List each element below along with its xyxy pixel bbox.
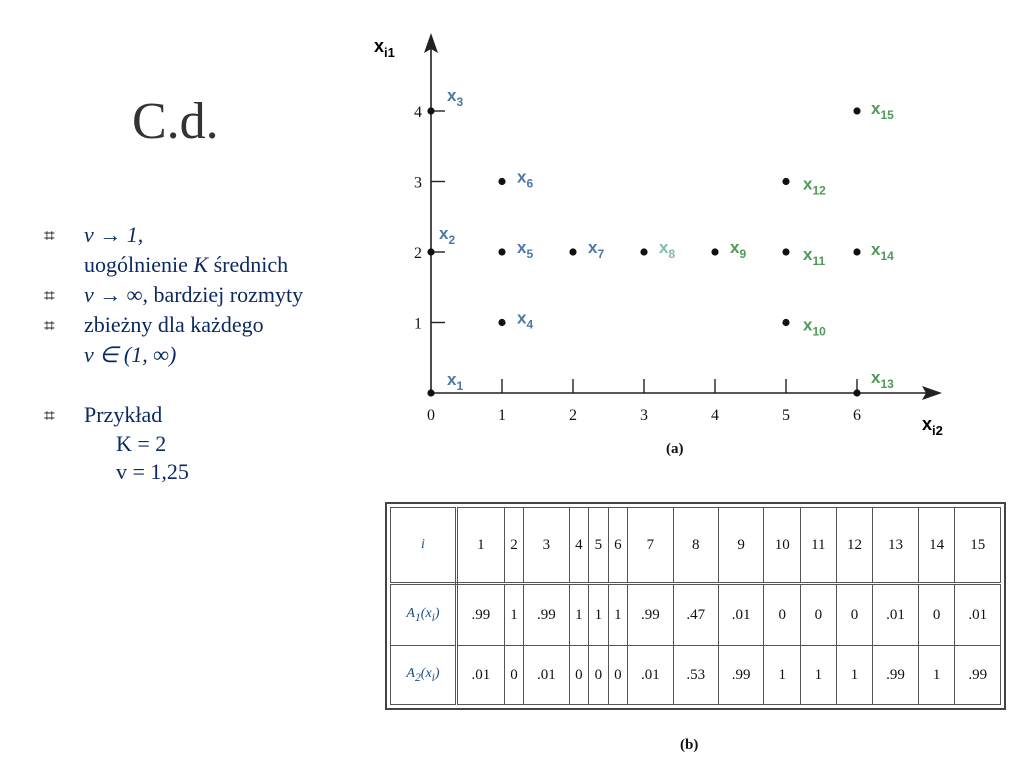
point-label: $x_{12}$ [803,174,826,198]
table-cell: 1 [504,584,524,646]
table-column-header: 5 [589,508,609,584]
data-point [853,389,860,396]
table-cell: .47 [673,584,718,646]
table-cell: .99 [524,584,569,646]
table-cell: .01 [955,584,1001,646]
bullet-marker-icon: ⌗ [44,315,55,337]
table-cell: .99 [718,646,763,705]
table-row [391,646,1001,705]
bullet-marker-icon: ⌗ [44,225,55,247]
bullet-text-var: K [193,252,209,277]
x-tick-label: 0 [427,407,435,424]
table-cell: 0 [608,646,628,705]
data-point [782,178,789,185]
x-axis-title: $x_{i2}$ [922,414,943,438]
table-cell: 0 [836,584,873,646]
y-tick-label: 3 [414,174,422,192]
point-label: $x_{14}$ [871,240,894,263]
table-cell: 0 [504,646,524,705]
y-tick-label: 2 [414,245,422,262]
table-row-label: $A_2(x_i)$ [391,646,457,705]
point-label: $x_7$ [588,238,605,261]
membership-table [385,502,1006,710]
table-cell: .01 [628,646,673,705]
table-column-header: 15 [955,508,1001,584]
point-label: $x_8$ [659,238,676,261]
table-cell: .99 [873,646,918,705]
table-column-header: 8 [673,508,718,584]
table-column-header: 3 [524,508,569,584]
point-label: $x_9$ [730,238,747,261]
bullet-text: , bardziej rozmyty [142,282,304,307]
data-point [569,248,576,255]
table-cell: 1 [801,646,837,705]
table-cell: .99 [628,584,673,646]
table-cell: 0 [918,584,955,646]
table-cell: 0 [589,646,609,705]
bullet-text-part: uogólnienie [84,252,194,277]
y-axis-title: $x_{i1}$ [374,36,395,60]
point-label: $x_3$ [447,86,464,109]
x-tick-label: 6 [853,407,861,424]
data-point [782,319,789,326]
example-k: K = 2 [116,431,167,456]
point-label: $x_4$ [517,308,534,332]
bullet-text: Przykład [84,402,163,427]
table-column-header: 12 [836,508,873,584]
table-cell: .01 [457,646,505,705]
table-cell: 1 [608,584,628,646]
table-cell: 1 [836,646,873,705]
bullet-text: v → 1, [84,222,144,247]
point-label: $x_6$ [517,167,534,191]
table-caption: (b) [680,737,699,753]
point-label: $x_{11}$ [803,245,826,268]
table-column-header: 11 [801,508,837,584]
table-cell: 1 [918,646,955,705]
table-cell: .01 [873,584,918,646]
data-point [853,107,860,114]
x-tick-label: 4 [711,407,719,424]
table-column-header: 4 [569,508,589,584]
example-v: v = 1,25 [116,459,189,484]
y-tick-label: 4 [414,104,422,121]
data-point [498,178,505,185]
table-cell: .53 [673,646,718,705]
bullet-text-part: średnich [208,252,289,277]
table-cell: 0 [569,646,589,705]
table-column-header: 13 [873,508,918,584]
point-label: $x_{10}$ [803,315,826,339]
point-label: $x_{13}$ [871,368,894,391]
table-cell: .01 [524,646,569,705]
x-tick-label: 3 [640,407,648,424]
table-column-header: 6 [608,508,628,584]
table-cell: 1 [569,584,589,646]
table-row-label: $A_1(x_i)$ [391,584,457,646]
table-cell: .99 [955,646,1001,705]
table-cell: 1 [589,584,609,646]
table-cell: 1 [764,646,801,705]
data-point [782,248,789,255]
slide-title: C.d. [132,93,219,150]
plot-axes [424,33,942,400]
table-column-header: 2 [504,508,524,584]
table-row [391,584,1001,646]
data-point [427,107,434,114]
plot-ticks [414,104,861,424]
data-point [427,389,434,396]
table-column-header: 14 [918,508,955,584]
x-tick-label: 5 [782,407,790,424]
x-tick-label: 2 [569,407,577,424]
bullet-marker-icon: ⌗ [44,285,55,307]
data-point [498,319,505,326]
point-label: $x_1$ [447,370,464,393]
table-column-header: 1 [457,508,505,584]
y-tick-label: 1 [414,315,422,333]
table-column-header: 10 [764,508,801,584]
table-cell: 0 [801,584,837,646]
bullet-marker-icon: ⌗ [44,405,55,427]
point-label: $x_5$ [517,238,534,261]
data-point [427,248,434,255]
point-label: $x_2$ [439,224,456,247]
bullet-text-continued: v ∈ (1, ∞) [84,342,177,367]
table-cell: 0 [764,584,801,646]
point-label: $x_{15}$ [871,99,894,122]
table-header-label: i [391,508,457,584]
x-tick-label: 1 [498,407,506,424]
table-column-header: 7 [628,508,673,584]
bullet-text: zbieżny dla każdego [84,312,264,337]
data-point [711,248,718,255]
data-point [498,248,505,255]
plot-caption: (a) [666,441,684,457]
table-cell: .01 [718,584,763,646]
data-point [853,248,860,255]
plot-points [427,86,894,397]
data-point [640,248,647,255]
table-cell: .99 [457,584,505,646]
bullet-text-var: v → ∞ [84,282,143,307]
table-column-header: 9 [718,508,763,584]
